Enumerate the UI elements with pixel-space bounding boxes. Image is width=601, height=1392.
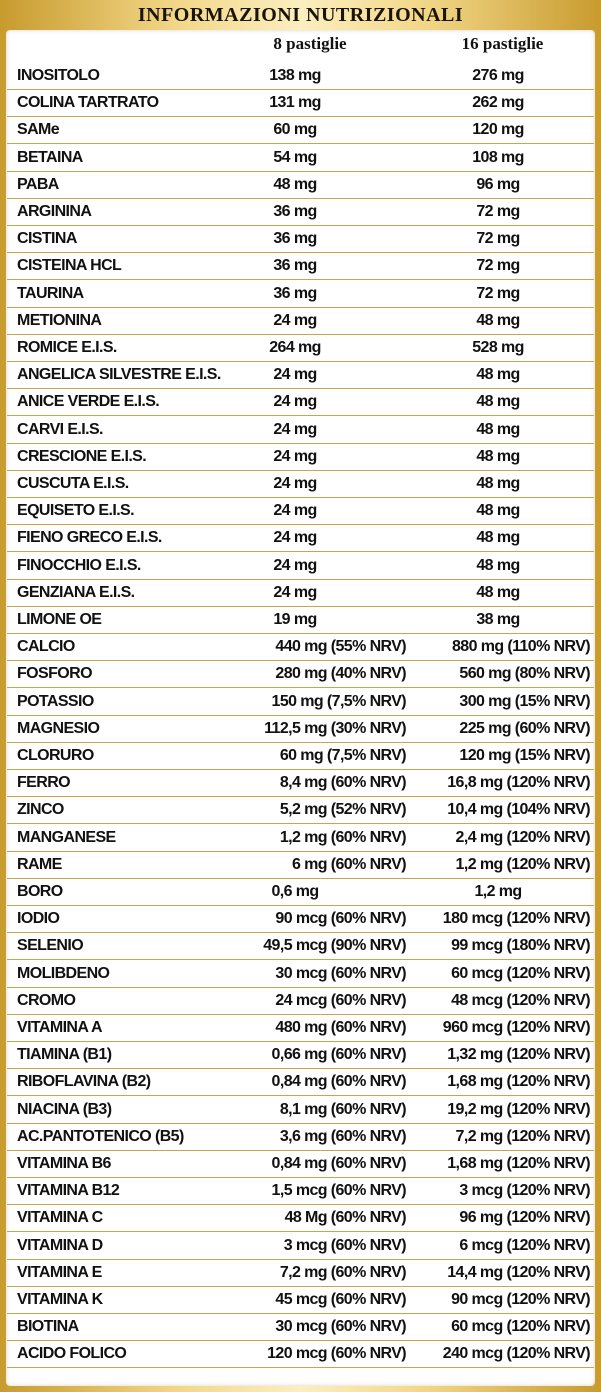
table-row: [0, 308, 601, 335]
value-8-tablets: 60 mg (7,5% NRV): [279, 747, 406, 764]
value-8-tablets: 24 mg: [273, 529, 317, 547]
table-row: [0, 199, 601, 226]
table-row: [0, 1314, 601, 1341]
value-16-tablets: 16,8 mg (120% NRV): [447, 774, 590, 792]
value-8-tablets: 0,66 mg (60% NRV): [271, 1046, 406, 1064]
value-8-tablets: 24 mg: [273, 502, 317, 520]
table-row: [0, 1097, 601, 1124]
nutrient-name: CARVI E.I.S.: [17, 420, 103, 438]
value-8-tablets: 48 Mg (60% NRV): [284, 1209, 406, 1227]
value-16-tablets: 14,4 mg (120% NRV): [447, 1263, 590, 1281]
nutrient-name: ARGININA: [17, 203, 92, 220]
value-8-tablets: 24 mg: [273, 556, 317, 574]
nutrient-name: INOSITOLO: [17, 67, 100, 84]
nutrient-name: VITAMINA B6: [17, 1155, 111, 1172]
value-16-tablets: 225 mg (60% NRV): [459, 719, 590, 737]
value-16-tablets: 3 mcg (120% NRV): [459, 1182, 590, 1200]
nutrient-name: VITAMINA D: [17, 1236, 103, 1254]
value-16-tablets: 60 mcg (120% NRV): [451, 1318, 590, 1336]
value-8-tablets: 36 mg: [273, 284, 317, 302]
table-row: [0, 1233, 601, 1260]
value-16-tablets: 6 mcg (120% NRV): [459, 1236, 590, 1254]
value-16-tablets: 48 mcg (120% NRV): [451, 991, 590, 1009]
value-8-tablets: 6 mg (60% NRV): [291, 855, 406, 873]
table-row: [0, 933, 601, 960]
table-row: [0, 525, 601, 552]
value-16-tablets: 7,2 mg (120% NRV): [455, 1127, 590, 1145]
nutrient-name: ANGELICA SILVESTRE E.I.S.: [17, 366, 221, 384]
value-16-tablets: 10,4 mg (104% NRV): [447, 801, 590, 819]
nutrient-name: RAME: [17, 855, 62, 873]
value-8-tablets: 24 mg: [273, 583, 317, 601]
value-16-tablets: 2,4 mg (120% NRV): [455, 828, 590, 846]
value-16-tablets: 48 mg: [476, 502, 520, 520]
nutrient-name: ACIDO FOLICO: [17, 1345, 127, 1363]
table-row: [0, 1042, 601, 1069]
value-16-tablets: 1,32 mg (120% NRV): [447, 1046, 590, 1064]
table-row: [0, 63, 601, 90]
nutrient-name: VITAMINA A: [17, 1019, 102, 1036]
value-8-tablets: 24 mg: [273, 447, 317, 465]
table-row: [0, 879, 601, 906]
value-8-tablets: 24 mcg (60% NRV): [275, 991, 406, 1009]
value-16-tablets: 96 mg: [476, 175, 520, 193]
value-16-tablets: 528 mg: [472, 339, 524, 356]
value-8-tablets: 30 mcg (60% NRV): [275, 964, 406, 982]
value-16-tablets: 48 mg: [476, 583, 520, 601]
nutrient-name: FERRO: [17, 774, 71, 792]
nutrient-name: CISTEINA HCL: [17, 257, 122, 275]
table-row: [0, 634, 601, 661]
table-row: [0, 661, 601, 688]
table-row: [0, 1287, 601, 1314]
table-row: [0, 389, 601, 416]
value-8-tablets: 131 mg: [269, 94, 321, 112]
value-8-tablets: 120 mcg (60% NRV): [267, 1345, 406, 1363]
value-8-tablets: 48 mg: [273, 175, 317, 193]
value-8-tablets: 7,2 mg (60% NRV): [279, 1263, 406, 1281]
table-row: [0, 1341, 601, 1368]
value-16-tablets: 300 mg (15% NRV): [459, 692, 590, 710]
value-16-tablets: 240 mcg (120% NRV): [442, 1345, 590, 1363]
table-row: [0, 1124, 601, 1151]
nutrient-name: RIBOFLAVINA (B2): [17, 1073, 151, 1091]
value-8-tablets: 8,4 mg (60% NRV): [279, 774, 406, 792]
value-8-tablets: 150 mg (7,5% NRV): [271, 692, 406, 710]
table-row: [0, 417, 601, 444]
value-16-tablets: 48 mg: [476, 447, 520, 465]
value-16-tablets: 48 mg: [476, 393, 520, 411]
nutrient-name: CISTINA: [17, 230, 77, 248]
value-8-tablets: 49,5 mcg (90% NRV): [263, 937, 406, 955]
table-row: [0, 1151, 601, 1178]
table-row: [0, 961, 601, 988]
table-row: [0, 281, 601, 308]
value-8-tablets: 112,5 mg (30% NRV): [264, 719, 406, 737]
table-row: [0, 362, 601, 389]
value-16-tablets: 262 mg: [472, 94, 524, 112]
value-8-tablets: 36 mg: [273, 257, 317, 275]
table-title: INFORMAZIONI NUTRIZIONALI: [137, 4, 464, 26]
nutrient-name: CROMO: [17, 991, 76, 1009]
value-8-tablets: 54 mg: [273, 148, 317, 166]
nutrient-name: ROMICE E.I.S.: [17, 339, 117, 356]
value-16-tablets: 19,2 mg (120% NRV): [447, 1100, 590, 1118]
column-header-8: 8 pastiglie: [273, 34, 347, 53]
value-16-tablets: 276 mg: [472, 67, 524, 84]
nutrient-name: CUSCUTA E.I.S.: [17, 475, 129, 492]
table-row: [0, 607, 601, 634]
column-header-16: 16 pastiglie: [461, 34, 544, 53]
nutrient-name: FIENO GRECO E.I.S.: [17, 529, 162, 547]
table-row: [0, 580, 601, 607]
nutrient-name: CALCIO: [17, 638, 75, 656]
value-16-tablets: 99 mcg (180% NRV): [451, 937, 590, 955]
value-16-tablets: 108 mg: [472, 148, 524, 166]
table-row: [0, 1178, 601, 1205]
value-16-tablets: 880 mg (110% NRV): [451, 638, 590, 656]
nutrient-name: BORO: [17, 883, 63, 900]
table-row: [0, 498, 601, 525]
table-row: [0, 90, 601, 117]
value-8-tablets: 60 mg: [273, 121, 317, 139]
table-row: [0, 743, 601, 770]
nutrient-name: FINOCCHIO E.I.S.: [17, 556, 141, 574]
nutrient-name: SAMe: [17, 121, 60, 139]
nutrient-name: METIONINA: [17, 311, 102, 329]
value-8-tablets: 480 mg (60% NRV): [275, 1019, 406, 1036]
nutrient-name: VITAMINA C: [17, 1209, 103, 1227]
value-8-tablets: 138 mg: [269, 67, 321, 84]
table-row: [0, 852, 601, 879]
table-row: [0, 1260, 601, 1287]
value-16-tablets: 38 mg: [476, 611, 520, 628]
table-row: [0, 988, 601, 1015]
value-8-tablets: 24 mg: [273, 393, 317, 411]
value-16-tablets: 1,68 mg (120% NRV): [447, 1155, 590, 1172]
value-8-tablets: 8,1 mg (60% NRV): [279, 1100, 406, 1118]
table-row: [0, 335, 601, 362]
table-row: [0, 716, 601, 743]
nutrient-name: LIMONE OE: [17, 611, 102, 628]
nutrient-name: MAGNESIO: [17, 719, 100, 737]
nutrient-name: ZINCO: [17, 801, 64, 819]
nutrient-name: BIOTINA: [17, 1318, 79, 1336]
value-8-tablets: 19 mg: [273, 611, 317, 628]
table-row: [0, 253, 601, 280]
value-8-tablets: 0,84 mg (60% NRV): [271, 1155, 406, 1172]
value-8-tablets: 280 mg (40% NRV): [275, 665, 406, 683]
nutrient-name: CRESCIONE E.I.S.: [17, 447, 147, 465]
value-16-tablets: 48 mg: [476, 529, 520, 547]
table-row: [0, 1015, 601, 1042]
table-row: [0, 906, 601, 933]
nutrient-name: POTASSIO: [17, 692, 94, 710]
value-8-tablets: 1,5 mcg (60% NRV): [271, 1182, 406, 1200]
value-8-tablets: 24 mg: [273, 420, 317, 438]
nutrient-name: TAURINA: [17, 284, 84, 302]
nutrient-name: VITAMINA E: [17, 1263, 102, 1281]
value-16-tablets: 48 mg: [476, 420, 520, 438]
value-16-tablets: 90 mcg (120% NRV): [451, 1291, 590, 1308]
table-row: [0, 797, 601, 824]
table-row: [0, 471, 601, 498]
table-row: [0, 1205, 601, 1232]
value-8-tablets: 264 mg: [269, 339, 321, 356]
value-16-tablets: 120 mg: [472, 121, 524, 139]
value-8-tablets: 90 mcg (60% NRV): [275, 910, 406, 928]
value-16-tablets: 72 mg: [476, 257, 520, 275]
value-16-tablets: 72 mg: [476, 203, 520, 220]
value-16-tablets: 48 mg: [476, 366, 520, 384]
nutrient-name: MOLIBDENO: [17, 964, 110, 982]
table-row: [0, 145, 601, 172]
value-16-tablets: 1,2 mg: [474, 883, 522, 900]
nutrient-name: CLORURO: [17, 747, 94, 764]
nutrient-name: FOSFORO: [17, 665, 92, 683]
value-16-tablets: 1,68 mg (120% NRV): [447, 1073, 590, 1091]
value-16-tablets: 180 mcg (120% NRV): [442, 910, 590, 928]
value-16-tablets: 48 mg: [476, 556, 520, 574]
nutrient-name: MANGANESE: [17, 828, 116, 846]
table-row: [0, 117, 601, 144]
value-16-tablets: 1,2 mg (120% NRV): [455, 855, 590, 873]
value-16-tablets: 48 mg: [476, 475, 520, 492]
value-8-tablets: 3,6 mg (60% NRV): [279, 1127, 406, 1145]
table-row: [0, 444, 601, 471]
value-16-tablets: 960 mcg (120% NRV): [442, 1019, 590, 1036]
table-row: [0, 553, 601, 580]
value-8-tablets: 3 mcg (60% NRV): [283, 1236, 406, 1254]
nutrient-name: PABA: [17, 175, 59, 193]
value-8-tablets: 0,6 mg: [271, 883, 319, 900]
value-8-tablets: 36 mg: [273, 230, 317, 248]
value-16-tablets: 560 mg (80% NRV): [459, 665, 590, 683]
value-16-tablets: 96 mg (120% NRV): [459, 1209, 590, 1227]
value-8-tablets: 24 mg: [273, 311, 317, 329]
table-row: [0, 770, 601, 797]
value-8-tablets: 36 mg: [273, 203, 317, 220]
table-row: [0, 172, 601, 199]
nutrient-name: AC.PANTOTENICO (B5): [17, 1127, 184, 1145]
nutrient-name: SELENIO: [17, 937, 84, 955]
nutrient-name: EQUISETO E.I.S.: [17, 502, 134, 520]
table-row: [0, 825, 601, 852]
nutrient-name: TIAMINA (B1): [17, 1046, 112, 1064]
value-8-tablets: 30 mcg (60% NRV): [275, 1318, 406, 1336]
table-row: [0, 689, 601, 716]
value-16-tablets: 120 mg (15% NRV): [459, 747, 590, 764]
nutrient-name: GENZIANA E.I.S.: [17, 583, 135, 601]
nutrient-name: IODIO: [17, 910, 60, 928]
value-8-tablets: 24 mg: [273, 366, 317, 384]
nutrient-name: COLINA TARTRATO: [17, 94, 159, 112]
value-8-tablets: 24 mg: [273, 475, 317, 492]
value-8-tablets: 45 mcg (60% NRV): [275, 1291, 406, 1308]
value-16-tablets: 72 mg: [476, 284, 520, 302]
nutrient-name: NIACINA (B3): [17, 1100, 112, 1118]
nutrient-name: ANICE VERDE E.I.S.: [17, 393, 160, 411]
value-8-tablets: 5,2 mg (52% NRV): [279, 801, 406, 819]
value-16-tablets: 72 mg: [476, 230, 520, 248]
value-16-tablets: 48 mg: [476, 311, 520, 329]
table-row: [0, 1069, 601, 1096]
nutrient-name: BETAINA: [17, 148, 83, 166]
nutrient-name: VITAMINA K: [17, 1291, 103, 1308]
nutrient-name: VITAMINA B12: [17, 1182, 120, 1200]
value-8-tablets: 0,84 mg (60% NRV): [271, 1073, 406, 1091]
table-row: [0, 226, 601, 253]
value-16-tablets: 60 mcg (120% NRV): [451, 964, 590, 982]
row-divider: [7, 1367, 594, 1368]
value-8-tablets: 1,2 mg (60% NRV): [279, 828, 406, 846]
value-8-tablets: 440 mg (55% NRV): [275, 638, 406, 656]
